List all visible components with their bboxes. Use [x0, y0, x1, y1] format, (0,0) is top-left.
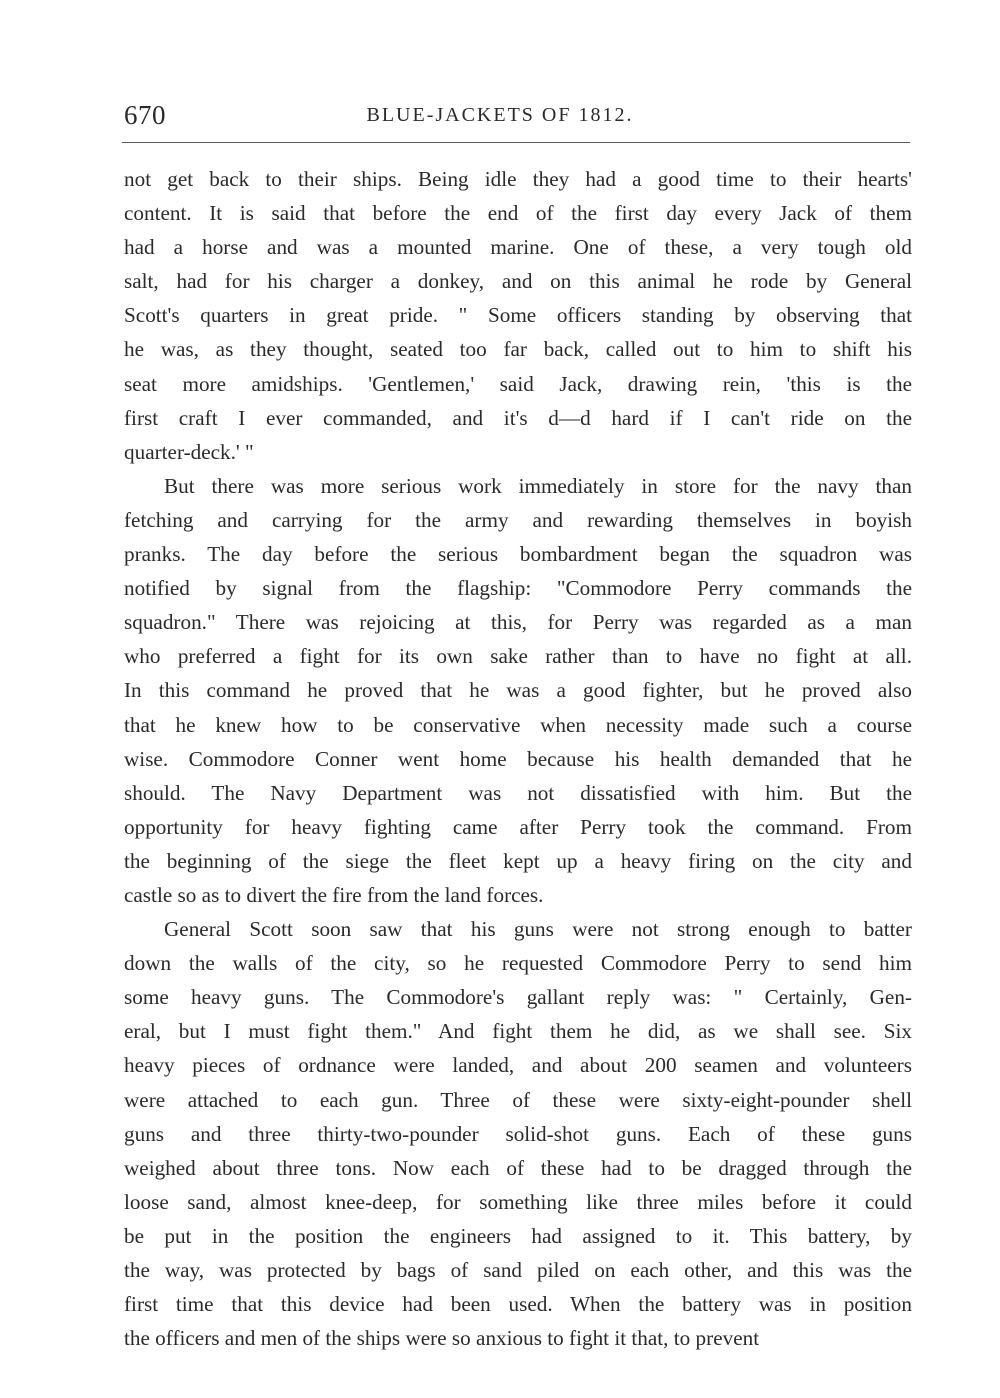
text-line: the beginning of the siege the fleet kept up a heavy firing on the city and — [124, 848, 912, 873]
text-line: wise. Commodore Conner went home because his health demanded that he — [124, 746, 912, 771]
text-line: squadron." There was rejoicing at this, for Perry was regarded as a man — [124, 610, 912, 635]
text-line: heavy pieces of ordnance were landed, and about 200 seamen and volunteers — [124, 1053, 912, 1078]
text-line: pranks. The day before the serious bombardment began the squadron was — [124, 542, 912, 567]
text-line: quarter-deck.' " — [124, 439, 254, 464]
text-line: first time that this device had been used. When the battery was in position — [124, 1292, 912, 1317]
text-line: Scott's quarters in great pride. " Some officers standing by observing that — [124, 303, 912, 328]
text-line: loose sand, almost knee-deep, for something like three miles before it could — [124, 1189, 912, 1214]
text-line: In this command he proved that he was a good fighter, but he proved also — [124, 678, 912, 703]
header-rule — [122, 142, 910, 143]
text-line: salt, had for his charger a donkey, and on this animal he rode by General — [124, 269, 912, 294]
text-line: notified by signal from the flagship: "Commodore Perry commands the — [124, 576, 912, 601]
text-line: castle so as to divert the fire from the land forces. — [124, 882, 544, 907]
text-line: opportunity for heavy fighting came after Perry took the command. From — [124, 814, 912, 839]
paragraph — [124, 162, 912, 469]
text-line: not get back to their ships. Being idle they had a good time to their hearts' — [124, 167, 912, 191]
text-line: that he knew how to be conservative when necessity made such a course — [124, 712, 912, 737]
text-line: who preferred a fight for its own sake rather than to have no fight at all. — [124, 644, 912, 669]
text-line: General Scott soon saw that his guns were not strong enough to batter — [164, 917, 912, 942]
text-line: content. It is said that before the end of the first day every Jack of them — [124, 201, 912, 226]
text-line: down the walls of the city, so he requested Commodore Perry to send him — [124, 951, 912, 976]
paragraph — [124, 912, 912, 1355]
text-line: fetching and carrying for the army and rewarding themselves in boyish — [124, 507, 912, 532]
text-line: first craft I ever commanded, and it's d—d hard if I can't ride on the — [124, 405, 912, 430]
page-number: 670 — [124, 100, 166, 130]
text-line: seat more amidships. 'Gentlemen,' said Jack, drawing rein, 'this is the — [124, 371, 912, 396]
running-title: BLUE-JACKETS OF 1812. — [366, 104, 634, 126]
text-line: he was, as they thought, seated too far back, called out to him to shift his — [124, 337, 912, 362]
body-text — [124, 162, 912, 1355]
text-line: guns and three thirty-two-pounder solid-shot guns. Each of these guns — [124, 1121, 912, 1146]
paragraph — [124, 469, 912, 912]
text-line: some heavy guns. The Commodore's gallant reply was: " Certainly, Gen- — [124, 985, 912, 1010]
text-line: were attached to each gun. Three of these were sixty-eight-pounder shell — [124, 1087, 912, 1112]
text-line: be put in the position the engineers had assigned to it. This battery, by — [124, 1223, 912, 1248]
text-line: the way, was protected by bags of sand piled on each other, and this was the — [124, 1258, 912, 1282]
text-line: should. The Navy Department was not dissatisfied with him. But the — [124, 780, 912, 805]
text-line: had a horse and was a mounted marine. One of these, a very tough old — [124, 235, 912, 260]
text-line: the officers and men of the ships were so anxious to fight it that, to prevent — [124, 1326, 760, 1351]
text-line: weighed about three tons. Now each of these had to be dragged through the — [124, 1155, 912, 1180]
text-line: But there was more serious work immediately in store for the navy than — [164, 473, 912, 498]
text-line: eral, but I must fight them." And fight them he did, as we shall see. Six — [124, 1019, 912, 1044]
